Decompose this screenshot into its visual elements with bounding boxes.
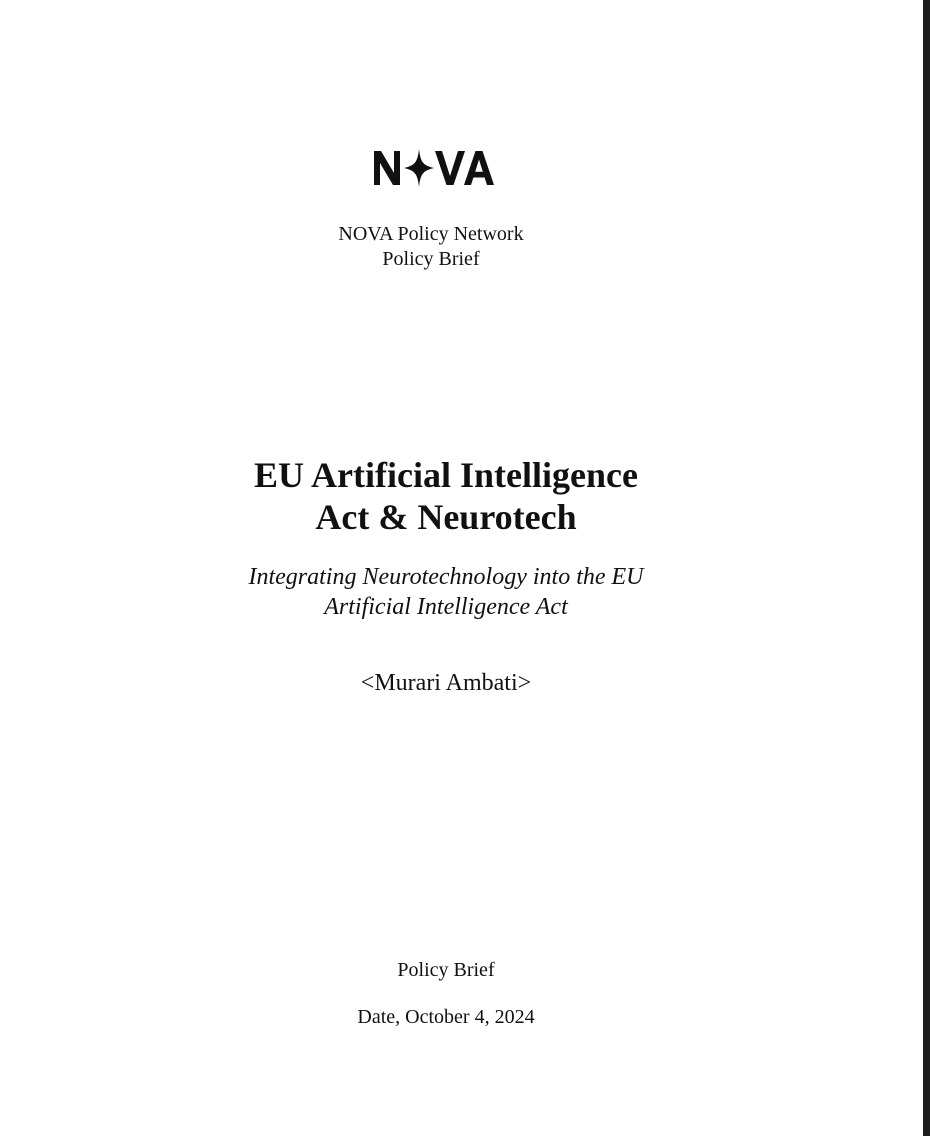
four-point-star-icon: [404, 149, 434, 187]
subtitle-line-1: Integrating Neurotechnology into the EU: [248, 564, 644, 590]
author-name: <Murari Ambati>: [360, 670, 532, 696]
page-edge-border: [923, 0, 930, 1136]
document-title: [186, 454, 706, 538]
footer-date: Date, October 4, 2024: [357, 1006, 535, 1028]
subtitle-line-2: Artificial Intelligence Act: [324, 594, 568, 620]
title-line-2: Act & Neurotech: [315, 497, 577, 537]
footer-doc-type: Policy Brief: [397, 959, 495, 981]
document-subtitle: [206, 562, 686, 622]
organization-name: NOVA Policy Network: [338, 223, 524, 245]
organization-block: [281, 222, 581, 272]
organization-doc-type: Policy Brief: [382, 248, 480, 270]
title-line-1: EU Artificial Intelligence: [254, 455, 638, 495]
nova-logo: [334, 146, 534, 190]
nova-logo-wordmark: [372, 148, 496, 188]
